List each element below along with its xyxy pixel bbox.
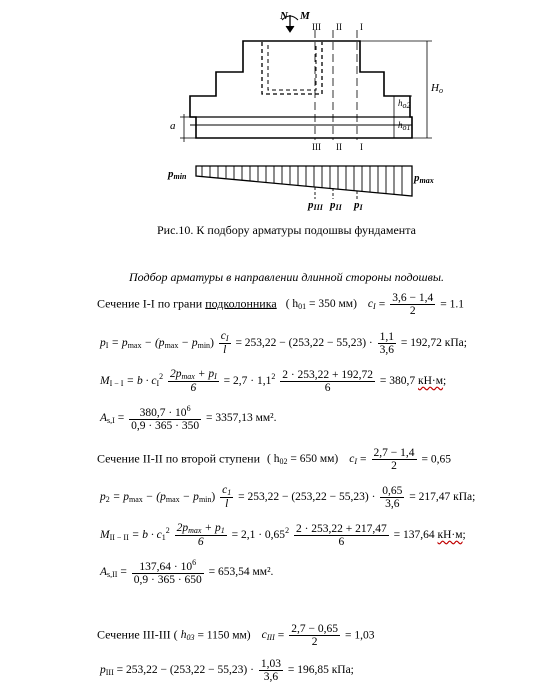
sec2-c: $c_I$ [349, 453, 357, 467]
label-p3: $p_{III}$ [308, 199, 323, 212]
sec3-title: Сечение III-III ( [97, 627, 178, 642]
sec1-m-formula: $M_{I - I} = b \cdot c_I^2$ $\frac{2p_{max} + p_I}{6}$ = $2,7 \cdot 1,1^2$ $\frac{2 \cdot 253,22 + 192,72}{6}$ = 380,7 кН·м; [100, 368, 447, 395]
label-sec1-bot: I [360, 142, 363, 152]
label-sec3-top: III [312, 22, 321, 32]
sec1-title-line: Сечение I-I по грани подколонника ( $h_{01} = 350$ мм) $c_I$ = $\frac{3,6 - 1,4}{2}$ = 1.1 [97, 292, 464, 318]
sec2-a-formula: $A_{s,II}$ = $\frac{137,64 \cdot 10^6}{0,9 \cdot 365 \cdot 650}$ = 653,54 мм². [100, 558, 274, 587]
sec2-title-line: Сечение II-II по второй ступени ( $h_{02} = 650$ мм) $c_I$ = $\frac{2,7 - 1,4}{2}$ = 0,65 [97, 447, 451, 473]
sec1-a-formula: $A_{s,I}$ = $\frac{380,7 \cdot 10^6}{0,9 \cdot 365 \cdot 350}$ = 3357,13 мм². [100, 404, 277, 433]
label-a: a [170, 120, 176, 132]
sec2-m-formula: $M_{II - II} = b \cdot c_1^2$ $\frac{2p_{max} + p_1}{6}$ = $2,1 \cdot 0,65^2$ $\frac{2 \cdot 253,22 + 217,47}{6}$ = 137,64 кН·м; [100, 522, 466, 549]
label-p2: $p_{II}$ [330, 199, 342, 212]
sec1-title-underlined: подколонника [205, 296, 277, 311]
figure-caption: Рис.10. К подбору арматуры подошвы фундамента [157, 223, 416, 237]
column-socket [262, 42, 322, 94]
label-N: N [280, 10, 288, 22]
sec2-h: ( $h_{02} = 650$ мм) [267, 453, 339, 467]
sec3-h: $h_{03}$ [180, 629, 195, 643]
sec2-title: Сечение II-II по второй ступени [97, 451, 260, 466]
label-sec1-top: I [360, 22, 363, 32]
sec3-c: $c_{III}$ [261, 629, 275, 643]
label-sec2-top: II [336, 22, 342, 32]
label-h01: ho1 [398, 120, 411, 132]
sec1-p-formula: $p_I = p_{max} - (p_{max} - p_{min})$ $\frac{c_I}{l}$ = 253,22 − (253,22 − 55,23) · $\frac{1,1}{3,6}$ = 192,72 кПа; [100, 330, 467, 357]
sec3-p-formula: $p_{III} = 253,22 - (253,22 - 55,23)$ · $\frac{1,03}{3,6}$ = 196,85 кПа; [100, 658, 354, 684]
label-sec3-bot: III [312, 142, 321, 152]
sec2-c-fraction: $\frac{2,7 - 1,4}{2}$ [373, 447, 415, 473]
label-pmax: $p_{max}$ [414, 172, 434, 185]
sec2-p-formula: $p_2 = p_{max} - (p_{max} - p_{min})$ $\frac{c_1}{l}$ = 253,22 − (253,22 − 55,23) · $\frac{0,65}{3,6}$ = 217,47 кПа; [100, 484, 476, 511]
label-M: M [300, 10, 310, 22]
label-sec2-bot: II [336, 142, 342, 152]
sec3-title-line: Сечение III-III ( $h_{03} = 1150$ мм) $c_{III}$ = $\frac{2,7 - 0,65}{2}$ = 1,03 [97, 623, 375, 649]
sec3-c-fraction: $\frac{2,7 - 0,65}{2}$ [291, 623, 338, 649]
foundation-figure [0, 0, 543, 215]
sec1-h: ( $h_{01} = 350$ мм) [285, 298, 357, 312]
sec1-c-fraction: $\frac{3,6 - 1,4}{2}$ [392, 292, 434, 318]
label-h02: ho2 [398, 98, 411, 110]
sec1-title: Сечение I-I по грани [97, 296, 203, 311]
label-p1: $p_I$ [354, 199, 363, 212]
label-H: $H_o$ [431, 82, 443, 95]
label-pmin: $p_{min}$ [168, 168, 187, 181]
pressure-diagram [196, 166, 412, 196]
sec1-c: $c_I$ [367, 298, 376, 312]
section-heading: Подбор арматуры в направлении длинной стороны подошвы. [129, 270, 444, 284]
